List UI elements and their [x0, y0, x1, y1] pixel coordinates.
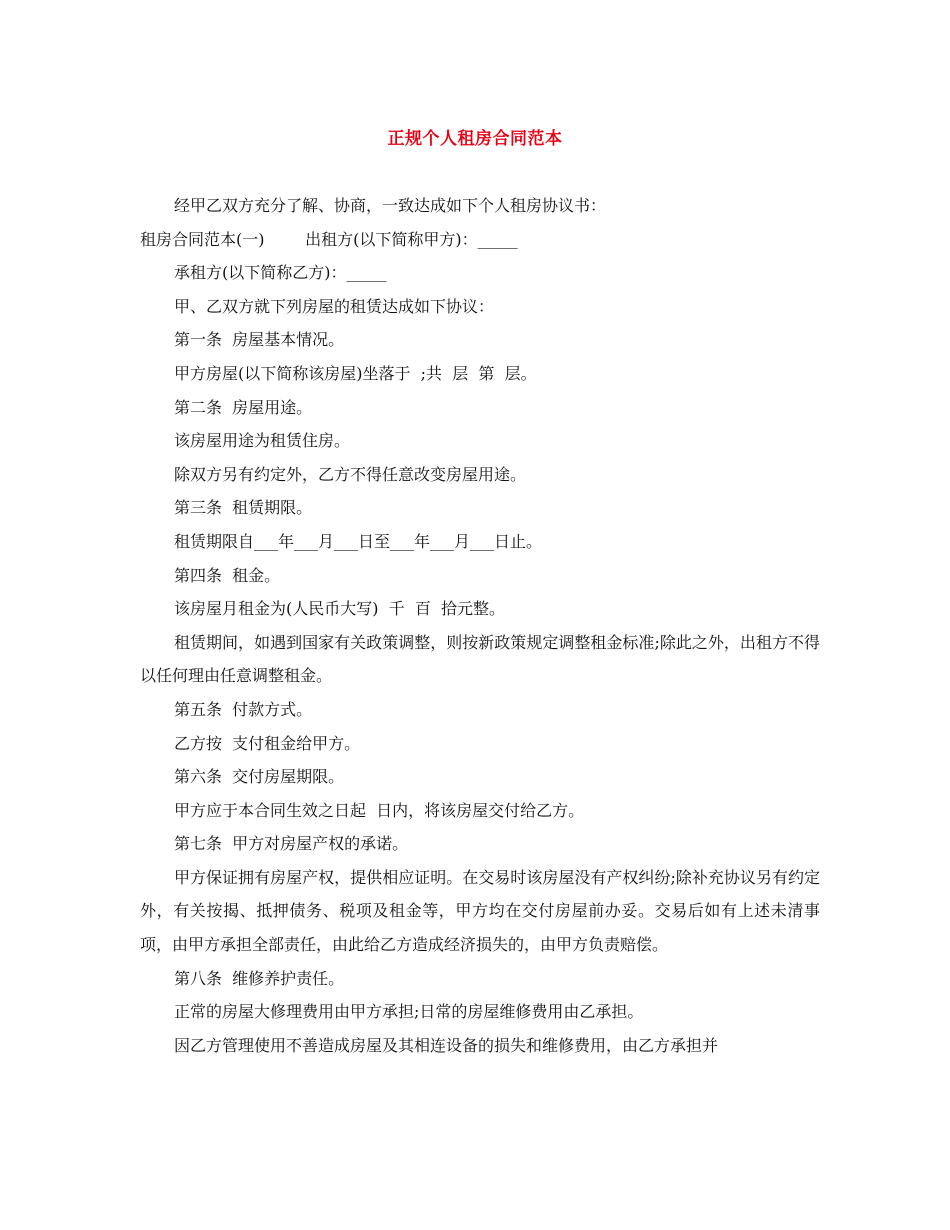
article-7-text: 甲方保证拥有房屋产权，提供相应证明。在交易时该房屋没有产权纠纷;除补充协议另有约定外，有关按揭、抵押债务、税项及租金等，甲方均在交付房屋前办妥。交易后如有上述未清事项，由甲方承担全部责任，由此给乙方造成经济损失的，由甲方负责赔偿。: [140, 867, 820, 955]
article-8-heading: 第八条 维修养护责任。: [174, 968, 345, 988]
article-8-text-2: 因乙方管理使用不善造成房屋及其相连设备的损失和维修费用，由乙方承担并: [174, 1035, 719, 1055]
article-6-heading: 第六条 交付房屋期限。: [174, 767, 345, 787]
article-6-text: 甲方应于本合同生效之日起 日内，将该房屋交付给乙方。: [174, 800, 585, 820]
paragraph-intro: 经甲乙双方充分了解、协商，一致达成如下个人租房协议书：: [174, 196, 607, 215]
document-title: 正规个人租房合同范本: [387, 129, 563, 149]
article-1-heading: 第一条 房屋基本情况。: [174, 330, 345, 350]
article-5-text: 乙方按 支付租金给甲方。: [174, 733, 361, 753]
document-body: [140, 189, 820, 1062]
article-2-text-2: 除双方另有约定外，乙方不得任意改变房屋用途。: [174, 464, 527, 484]
paragraph-lessor: 租房合同范本(一) 出租方(以下简称甲方)：_____: [140, 229, 518, 249]
article-1-text: 甲方房屋(以下简称该房屋)坐落于 ;共 层 第 层。: [174, 363, 537, 383]
article-3-text: 租赁期限自___年___月___日至___年___月___日止。: [174, 531, 543, 551]
article-4-text-2: 租赁期间，如遇到国家有关政策调整，则按新政策规定调整租金标准;除此之外，出租方不得以任何理由任意调整租金。: [140, 632, 820, 686]
article-8-text-1: 正常的房屋大修理费用由甲方承担;日常的房屋维修费用由乙承担。: [174, 1002, 644, 1022]
article-2-text-1: 该房屋用途为租赁住房。: [174, 431, 351, 451]
paragraph-lessee: 承租方(以下简称乙方)：_____: [174, 263, 387, 283]
article-4-text-1: 该房屋月租金为(人民币大写) 千 百 拾元整。: [174, 599, 506, 619]
article-7-heading: 第七条 甲方对房屋产权的承诺。: [174, 834, 409, 854]
article-5-heading: 第五条 付款方式。: [174, 699, 313, 719]
article-3-heading: 第三条 租赁期限。: [174, 498, 313, 518]
article-4-heading: 第四条 租金。: [174, 565, 281, 585]
paragraph-agreement: 甲、乙双方就下列房屋的租赁达成如下协议：: [174, 296, 495, 316]
article-2-heading: 第二条 房屋用途。: [174, 397, 313, 417]
